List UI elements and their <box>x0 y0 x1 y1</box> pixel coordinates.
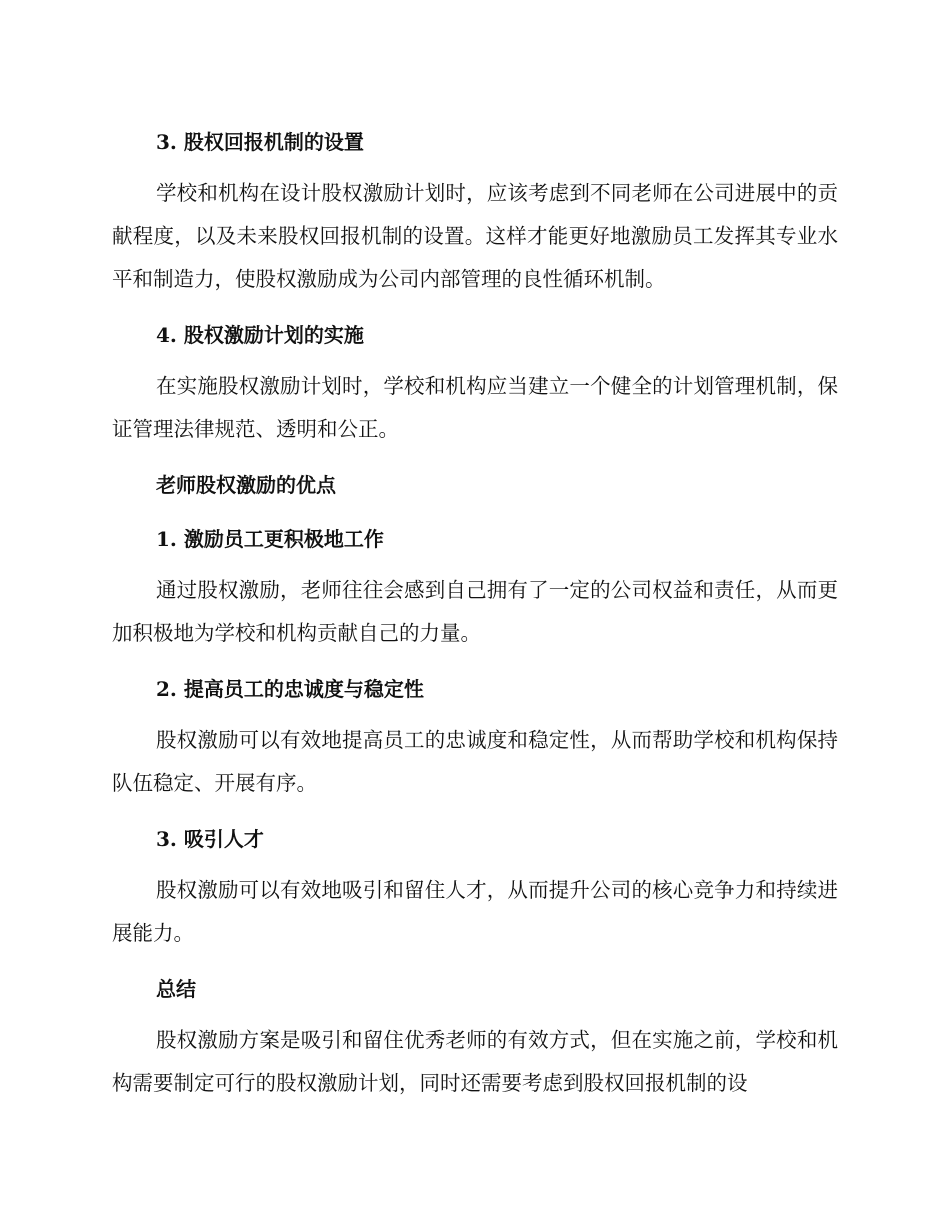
section-heading-motivate-staff: 1. 激励员工更积极地工作 <box>156 527 384 551</box>
paragraph-motivate-staff: 通过股权激励，老师往往会感到自己拥有了一定的公司权益和责任，从而更加积极地为学校和机构贡献自己的力量。 <box>112 578 838 645</box>
section-heading-summary: 总结 <box>156 977 196 1001</box>
paragraph-attract-talent: 股权激励可以有效地吸引和留住人才，从而提升公司的核心竞争力和持续进展能力。 <box>112 878 838 945</box>
paragraph-loyalty: 股权激励可以有效地提高员工的忠诚度和稳定性，从而帮助学校和机构保持队伍稳定、开展有序。 <box>112 728 838 795</box>
section-heading-attract-talent: 3. 吸引人才 <box>156 827 264 851</box>
section-heading-loyalty: 2. 提高员工的忠诚度与稳定性 <box>156 677 424 701</box>
section-heading-advantages: 老师股权激励的优点 <box>156 473 336 497</box>
paragraph-equity-return: 学校和机构在设计股权激励计划时，应该考虑到不同老师在公司进展中的贡献程度，以及未来股权回报机制的设置。这样才能更好地激励员工发挥其专业水平和制造力，使股权激励成为公司内部管理的良性循环机制。 <box>112 181 838 291</box>
section-heading-plan-implementation: 4. 股权激励计划的实施 <box>156 323 364 347</box>
paragraph-plan-implementation: 在实施股权激励计划时，学校和机构应当建立一个健全的计划管理机制，保证管理法律规范、透明和公正。 <box>112 374 838 441</box>
section-heading-equity-return: 3. 股权回报机制的设置 <box>156 130 364 154</box>
paragraph-summary: 股权激励方案是吸引和留住优秀老师的有效方式，但在实施之前，学校和机构需要制定可行的股权激励计划，同时还需要考虑到股权回报机制的设 <box>112 1028 838 1095</box>
